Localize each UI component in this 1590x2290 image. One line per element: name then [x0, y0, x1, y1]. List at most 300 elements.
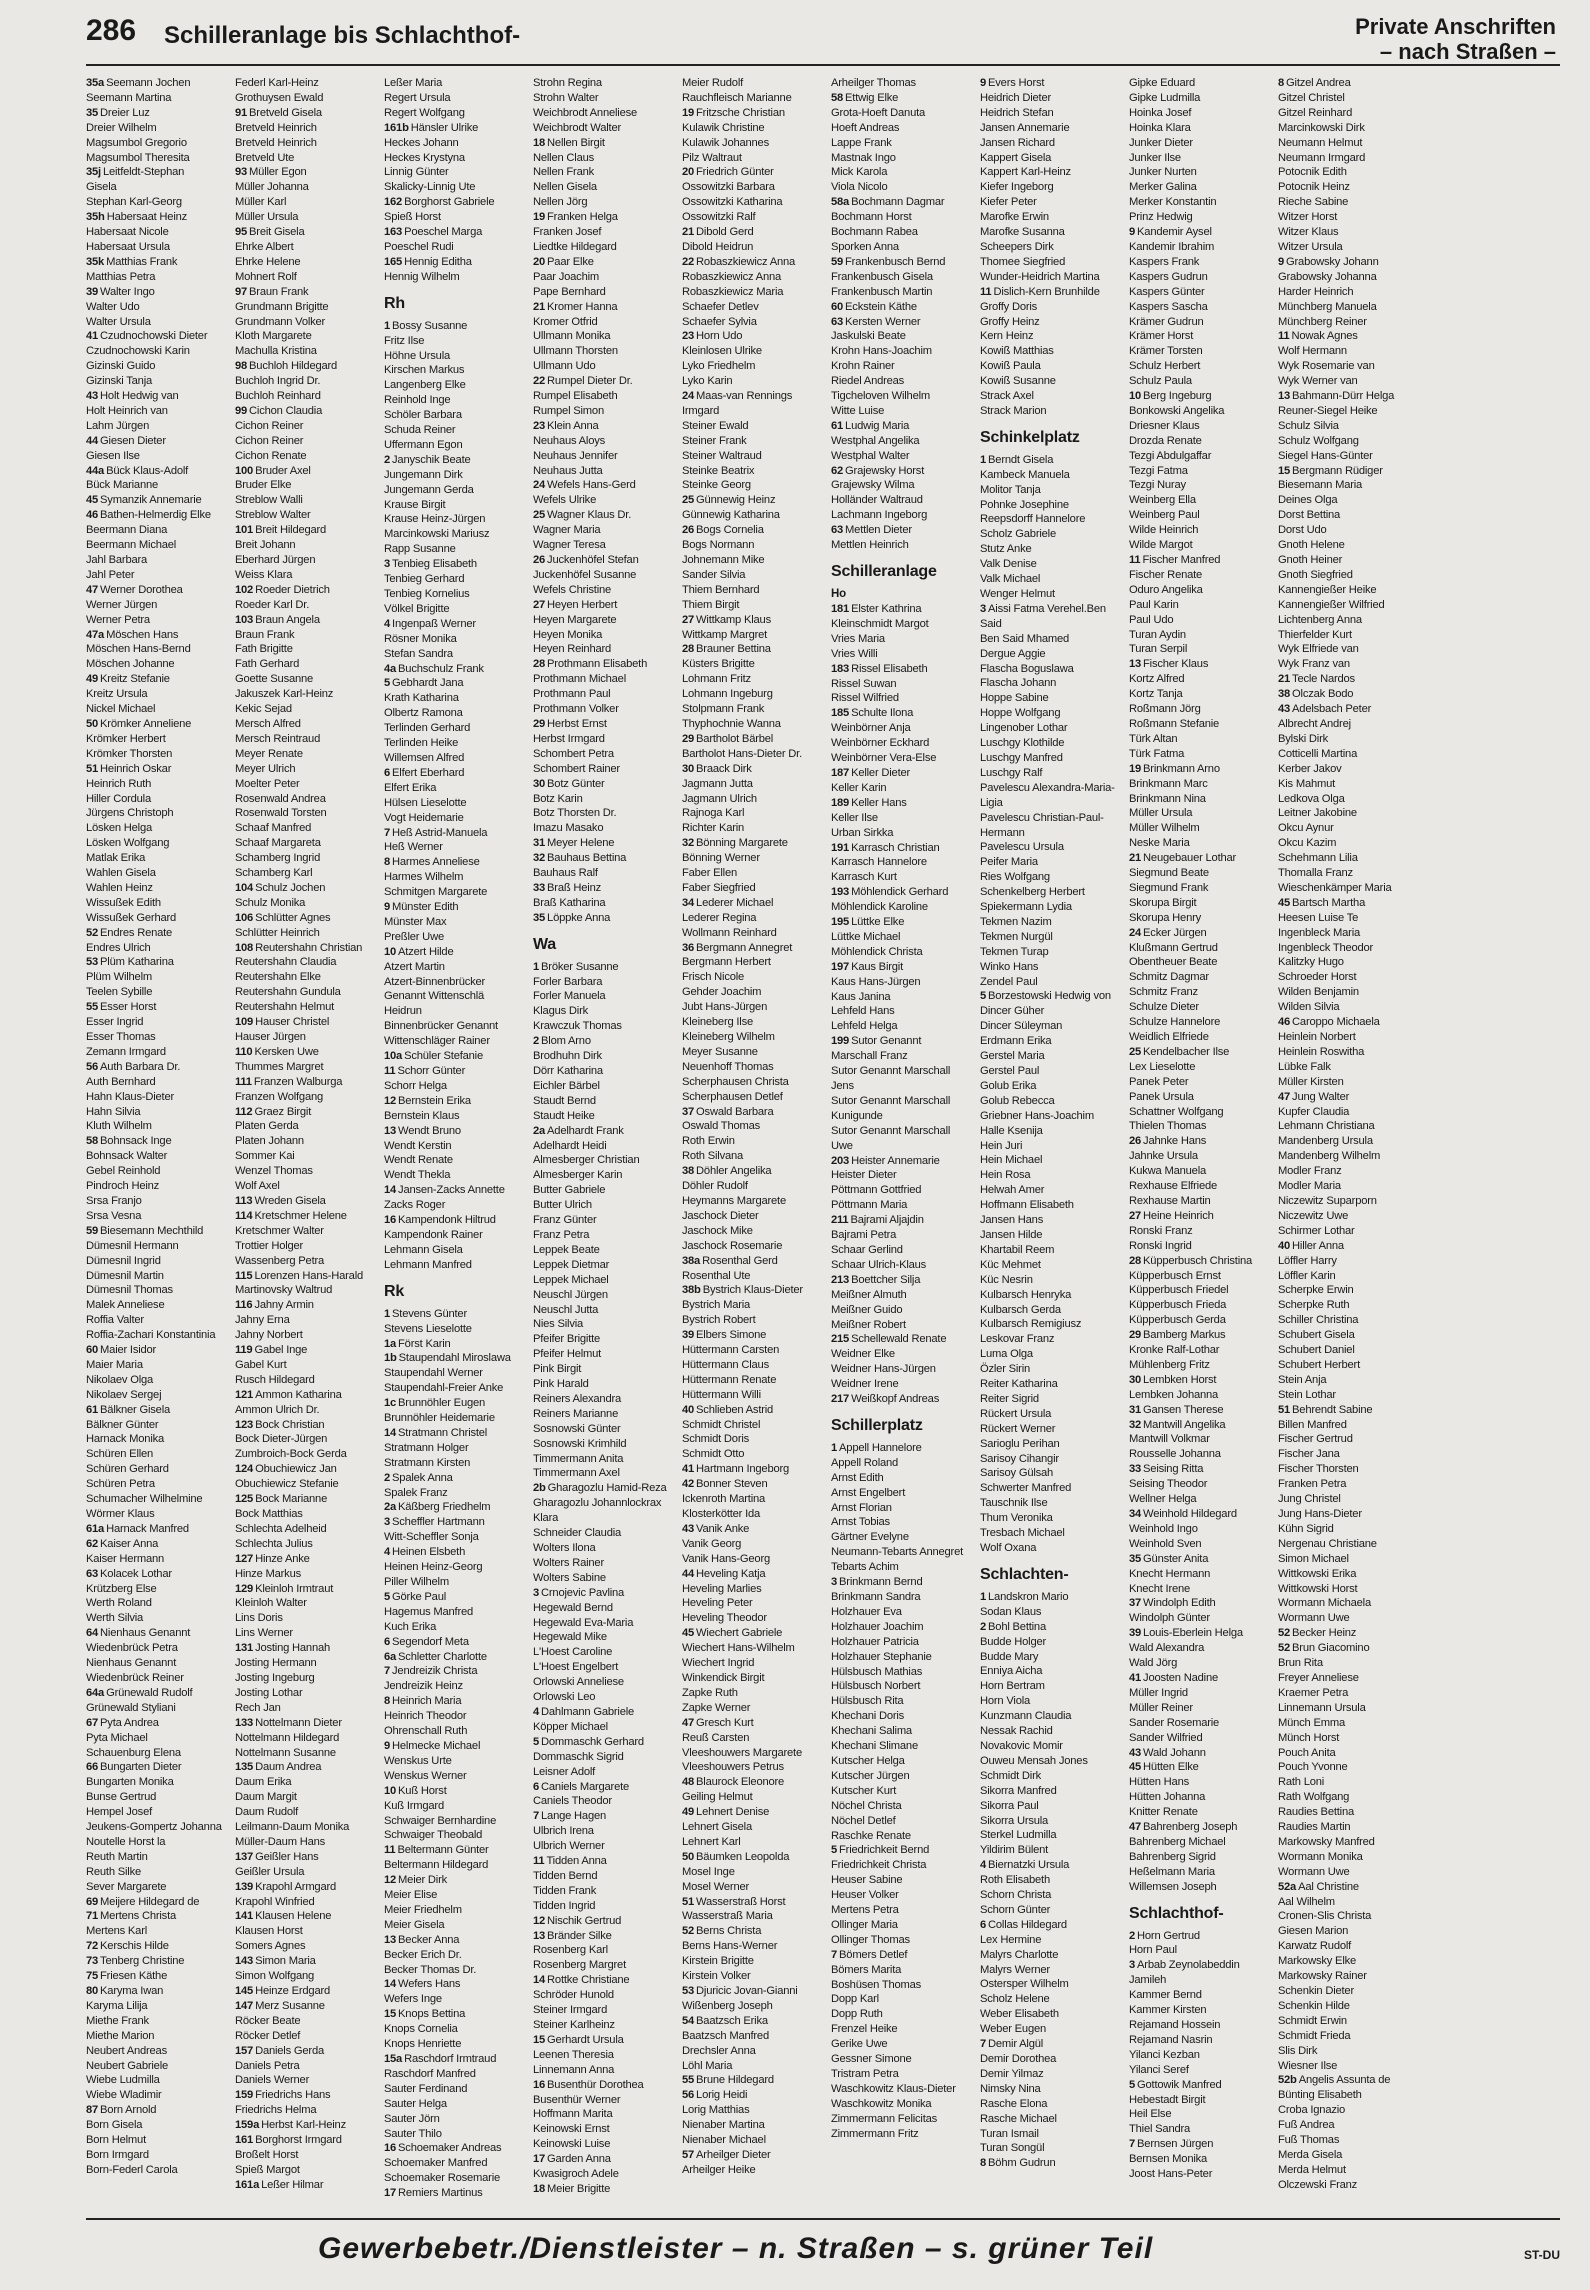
directory-entry: [533, 836, 678, 851]
resident-name: Kutscher Helga: [831, 1754, 905, 1767]
resident-name: Jamileh: [1129, 1974, 1167, 1987]
resident-name: Gessner Simone: [831, 2053, 912, 2066]
directory-entry: [980, 1541, 1125, 1556]
resident-name: Kretschmer Walter: [235, 1224, 324, 1237]
resident-name: Hoffmann Marita: [533, 2108, 613, 2121]
directory-entry: [533, 1884, 678, 1899]
directory-entry: [682, 1671, 827, 1686]
resident-name: Enniya Aicha: [980, 1665, 1043, 1678]
directory-entry: [235, 777, 380, 792]
directory-entry: [384, 691, 529, 706]
resident-name: Rexhause Martin: [1129, 1194, 1211, 1207]
directory-entry: [682, 1909, 827, 1924]
resident-name: Witzer Horst: [1278, 211, 1338, 224]
resident-name: Wenskus Werner: [384, 1769, 467, 1782]
resident-name: Prothmann Elisabeth: [547, 658, 648, 671]
directory-entry: [384, 1873, 529, 1888]
resident-name: Machulla Kristina: [235, 345, 317, 358]
directory-entry: [1278, 1090, 1423, 1105]
directory-entry: [384, 2067, 529, 2082]
resident-name: Borghorst Gabriele: [404, 196, 495, 209]
directory-entry: [384, 1784, 529, 1799]
directory-entry: [1278, 1224, 1423, 1239]
resident-name: Stratmann Holger: [384, 1441, 469, 1454]
directory-entry: [86, 2073, 231, 2088]
house-number: 5: [533, 1735, 540, 1748]
directory-entry: [86, 836, 231, 851]
house-number: 64a: [86, 1686, 105, 1699]
directory-entry: [1278, 836, 1423, 851]
house-number: 23: [533, 419, 546, 432]
resident-name: Neuhaus Jutta: [533, 464, 603, 477]
resident-name: Bochmann Horst: [831, 211, 912, 224]
resident-name: Dopp Karl: [831, 1993, 879, 2006]
house-number: 11: [1129, 554, 1141, 566]
directory-entry: [1278, 1075, 1423, 1090]
resident-name: Rosenwald Andrea: [235, 792, 326, 805]
resident-name: Geißler Hans: [255, 1850, 319, 1863]
directory-entry: [682, 1105, 827, 1120]
house-number: 18: [533, 136, 546, 149]
house-number: 45: [682, 1627, 695, 1640]
resident-name: Franken Josef: [533, 226, 602, 239]
directory-entry: [831, 602, 976, 617]
resident-name: Wasserstraß Maria: [682, 1910, 773, 1923]
house-number: 52: [1278, 1642, 1291, 1655]
directory-entry: [682, 121, 827, 136]
resident-name: Meyer Renate: [235, 747, 303, 760]
resident-name: Molitor Tanja: [980, 483, 1041, 496]
directory-entry: [533, 2182, 678, 2197]
directory-entry: [384, 180, 529, 195]
directory-entry: [1129, 657, 1274, 672]
resident-name: Keinowski Ernst: [533, 2123, 610, 2136]
directory-entry: [1129, 165, 1274, 180]
house-number: 3: [384, 1516, 391, 1529]
house-number: 52a: [1278, 1880, 1297, 1893]
directory-entry: [235, 1045, 380, 1060]
resident-name: Krause Heinz-Jürgen: [384, 513, 486, 526]
directory-entry: [384, 1575, 529, 1590]
house-number: 24: [1129, 926, 1142, 939]
directory-entry: [1278, 1805, 1423, 1820]
directory-entry: [1129, 1149, 1274, 1164]
resident-name: Bochmann Dagmar: [851, 196, 945, 209]
resident-name: Kronke Ralf-Lothar: [1129, 1344, 1220, 1357]
resident-name: Krohn Hans-Joachim: [831, 345, 932, 358]
house-number: 127: [235, 1552, 254, 1565]
resident-name: Frisch Nicole: [682, 971, 745, 984]
directory-entry: [235, 1716, 380, 1731]
directory-entry: [1278, 240, 1423, 255]
resident-name: Tidden Frank: [533, 1884, 597, 1897]
resident-name: Schuda Reiner: [384, 424, 456, 437]
resident-name: Brunnöhler Heidemarie: [384, 1412, 495, 1425]
directory-entry: [980, 468, 1125, 483]
resident-name: Müller Kirsten: [1278, 1075, 1344, 1088]
directory-entry: [980, 1317, 1125, 1332]
resident-name: Leitner Jakobine: [1278, 807, 1357, 820]
directory-entry: [1278, 1254, 1423, 1269]
house-number: 14: [384, 1426, 397, 1439]
directory-entry: [86, 1552, 231, 1567]
directory-entry: [1278, 2103, 1423, 2118]
directory-entry: [86, 1119, 231, 1134]
directory-entry: [533, 1332, 678, 1347]
directory-entry: [980, 1094, 1125, 1109]
directory-entry: [384, 1963, 529, 1978]
directory-entry: [235, 1924, 380, 1939]
directory-entry: [235, 1686, 380, 1701]
directory-entry: [980, 285, 1125, 300]
directory-entry: [384, 930, 529, 945]
directory-entry: [86, 1328, 231, 1343]
directory-entry: [384, 1724, 529, 1739]
resident-name: Sosnowski Krimhild: [533, 1437, 627, 1450]
directory-entry: [533, 106, 678, 121]
directory-entry: [1278, 598, 1423, 613]
resident-name: Halle Ksenija: [980, 1124, 1043, 1137]
resident-name: Trottier Holger: [235, 1239, 304, 1252]
resident-name: Roßmann Stefanie: [1129, 717, 1220, 730]
resident-name: Zimmermann Felicitas: [831, 2112, 938, 2125]
directory-entry: [384, 826, 529, 841]
directory-entry: [831, 721, 976, 736]
directory-entry: [86, 1209, 231, 1224]
resident-name: Reutershahn Gundula: [235, 986, 341, 999]
directory-entry: [980, 751, 1125, 766]
directory-column: [1129, 76, 1274, 2214]
resident-name: Schubert Gisela: [1278, 1329, 1355, 1342]
resident-name: Kleineberg Ilse: [682, 1016, 754, 1029]
directory-entry: [682, 493, 827, 508]
directory-entry: [533, 195, 678, 210]
directory-entry: [831, 1605, 976, 1620]
directory-entry: [1129, 449, 1274, 464]
directory-entry: [682, 419, 827, 434]
directory-entry: [533, 598, 678, 613]
directory-entry: [533, 642, 678, 657]
directory-entry: [1129, 911, 1274, 926]
house-number: 10a: [384, 1050, 403, 1063]
resident-name: Becker Erich Dr.: [384, 1948, 462, 1961]
directory-entry: [682, 1328, 827, 1343]
directory-entry: [1129, 1929, 1274, 1944]
directory-entry: [86, 732, 231, 747]
directory-entry: [384, 1034, 529, 1049]
resident-name: Zendel Paul: [980, 975, 1038, 988]
resident-name: Schmitz Franz: [1129, 986, 1198, 999]
directory-entry: [682, 1090, 827, 1105]
resident-name: Braß Heinz: [547, 881, 602, 894]
resident-name: Fischer Renate: [1129, 568, 1203, 581]
directory-entry: [533, 1854, 678, 1869]
resident-name: Hüttermann Carsten: [682, 1344, 780, 1357]
directory-entry: [384, 587, 529, 602]
directory-entry: [682, 2059, 827, 2074]
directory-entry: [1129, 1462, 1274, 1477]
house-number: 97: [235, 285, 248, 298]
street-heading: Schlachthof-: [1129, 1904, 1224, 1922]
resident-name: Schaar Gerlind: [831, 1243, 903, 1256]
directory-entry: [86, 1701, 231, 1716]
resident-name: Harnack Monika: [86, 1433, 165, 1446]
resident-name: Wunder-Heidrich Martina: [980, 270, 1100, 283]
directory-entry: [682, 717, 827, 732]
resident-name: Croba Ignazio: [1278, 2104, 1346, 2117]
resident-name: Kandemir Aysel: [1137, 226, 1212, 239]
resident-name: Lederer Regina: [682, 911, 757, 924]
resident-name: Geiling Helmut: [682, 1791, 753, 1804]
resident-name: Fischer Thorsten: [1278, 1463, 1359, 1476]
resident-name: Kolacek Lothar: [100, 1567, 172, 1580]
resident-name: Müller Johanna: [235, 181, 309, 194]
directory-entry: [1129, 926, 1274, 941]
house-number: 161b: [384, 121, 409, 134]
resident-name: Raschdorf Manfred: [384, 2067, 476, 2080]
resident-name: Pavelescu Christian-Paul-: [980, 811, 1104, 824]
resident-name: Heister Annemarie: [851, 1154, 940, 1167]
house-number: 141: [235, 1910, 254, 1923]
directory-entry: [1278, 1209, 1423, 1224]
directory-entry: [86, 1313, 231, 1328]
directory-entry: [831, 2037, 976, 2052]
resident-name: Wyk Elfriede van: [1278, 643, 1359, 656]
resident-name: Hülsen Lieselotte: [384, 796, 467, 809]
directory-entry: [384, 1426, 529, 1441]
directory-entry: [86, 389, 231, 404]
resident-name: Bartsch Martha: [1292, 896, 1366, 909]
directory-entry: [86, 2029, 231, 2044]
resident-name: Krämer Gudrun: [1129, 315, 1204, 328]
directory-entry: [980, 1843, 1125, 1858]
directory-entry: [235, 389, 380, 404]
resident-name: Brunnöhler Eugen: [398, 1397, 486, 1410]
resident-name: Brun Rita: [1278, 1657, 1323, 1670]
directory-entry: [235, 210, 380, 225]
directory-entry: [980, 2127, 1125, 2142]
resident-name: Rexhause Elfriede: [1129, 1180, 1218, 1193]
resident-name: Heidrich Stefan: [980, 106, 1054, 119]
resident-name: Jansen-Zacks Annette: [398, 1184, 505, 1197]
directory-entry: [384, 572, 529, 587]
house-number: 47a: [86, 628, 105, 641]
directory-entry: [235, 404, 380, 419]
resident-name: Sauter Jörn: [384, 2112, 440, 2125]
resident-name: Özler Sirin: [980, 1363, 1031, 1376]
house-number: 43: [1278, 703, 1291, 716]
resident-name: Breit Gisela: [249, 226, 305, 239]
directory-entry: [235, 598, 380, 613]
directory-entry: [235, 1820, 380, 1835]
directory-entry: [980, 1198, 1125, 1213]
resident-name: Regert Wolfgang: [384, 106, 465, 119]
resident-name: Broßelt Horst: [235, 2148, 299, 2161]
house-number: 21: [533, 300, 546, 313]
directory-entry: [1278, 523, 1423, 538]
directory-entry: [86, 866, 231, 881]
directory-entry: [682, 449, 827, 464]
resident-name: Bungarten Monika: [86, 1776, 174, 1789]
directory-entry: [682, 1820, 827, 1835]
directory-entry: [1129, 1224, 1274, 1239]
directory-entry: [831, 464, 976, 479]
resident-name: Gitzel Andrea: [1286, 77, 1351, 89]
directory-entry: [384, 1530, 529, 1545]
directory-entry: [533, 1839, 678, 1854]
resident-name: Heß Werner: [384, 841, 443, 854]
resident-name: Panek Peter: [1129, 1075, 1189, 1088]
resident-name: Schmidt Otto: [682, 1448, 745, 1461]
resident-name: Ettwig Elke: [845, 91, 899, 104]
directory-entry: [86, 1626, 231, 1641]
resident-name: Zumbroich-Bock Gerda: [235, 1448, 347, 1461]
resident-name: Staupendahl-Freier Anke: [384, 1382, 504, 1395]
directory-entry: [533, 1869, 678, 1884]
resident-name: Rosenwald Torsten: [235, 807, 327, 820]
resident-name: Oswald Thomas: [682, 1120, 761, 1133]
directory-entry: [533, 2063, 678, 2078]
directory-entry: [86, 538, 231, 553]
directory-entry: [533, 1362, 678, 1377]
resident-name: Fuß Thomas: [1278, 2134, 1340, 2147]
resident-name: Freyer Anneliese: [1278, 1671, 1359, 1684]
street-heading: Wa: [533, 935, 557, 953]
directory-entry: [533, 1571, 678, 1586]
resident-name: Tekmen Nazim: [980, 915, 1052, 928]
resident-name: Zapke Ruth: [682, 1686, 738, 1699]
directory-entry: [1129, 762, 1274, 777]
resident-name: Herbst Karl-Heinz: [261, 2119, 346, 2132]
house-number: 56: [86, 1060, 99, 1073]
resident-name: Pindroch Heinz: [86, 1180, 160, 1193]
resident-name: Meyer Susanne: [682, 1045, 758, 1058]
directory-entry: [384, 706, 529, 721]
resident-name: Potocnik Edith: [1278, 166, 1347, 179]
directory-entry: [682, 1716, 827, 1731]
resident-name: Jahnke Hans: [1143, 1135, 1207, 1148]
resident-name: Schüler Stefanie: [404, 1050, 483, 1063]
directory-entry: [533, 1809, 678, 1824]
resident-name: Adelsbach Peter: [1292, 703, 1372, 716]
directory-entry: [235, 1641, 380, 1656]
resident-name: Schlechta Adelheid: [235, 1522, 327, 1535]
resident-name: Hinze Anke: [255, 1552, 310, 1565]
directory-entry: [1278, 225, 1423, 240]
directory-entry: [235, 1269, 380, 1284]
directory-entry: [235, 2029, 380, 2044]
resident-name: Niczewitz Uwe: [1278, 1209, 1349, 1222]
directory-entry: [682, 911, 827, 926]
resident-name: Gharagozlu Johannlockrax: [533, 1497, 662, 1510]
directory-entry: [831, 165, 976, 180]
directory-entry: [384, 1635, 529, 1650]
directory-entry: [682, 180, 827, 195]
directory-entry: [384, 945, 529, 960]
resident-name: Fischer Jana: [1278, 1448, 1340, 1461]
resident-name: Hiller Cordula: [86, 792, 151, 805]
resident-name: Juckenhöfel Susanne: [533, 568, 637, 581]
resident-name: Okcu Aynur: [1278, 822, 1334, 835]
resident-name: Merda Helmut: [1278, 2163, 1346, 2176]
resident-name: Lorig Heidi: [696, 2089, 748, 2102]
house-number: 109: [235, 1016, 254, 1029]
directory-entry: [86, 1403, 231, 1418]
directory-entry: [86, 1850, 231, 1865]
directory-entry: [1129, 1179, 1274, 1194]
resident-name: Josting Hermann: [235, 1657, 317, 1670]
directory-entry: [235, 2163, 380, 2178]
resident-name: Zapke Werner: [682, 1701, 751, 1714]
resident-name: Bajrami Aljajdin: [850, 1214, 924, 1227]
directory-entry: [980, 2112, 1125, 2127]
house-number: 63: [831, 524, 844, 537]
resident-name: Hein Rosa: [980, 1169, 1031, 1182]
directory-entry: [86, 1775, 231, 1790]
directory-entry: [980, 1799, 1125, 1814]
directory-entry: [831, 344, 976, 359]
directory-entry: [384, 76, 529, 91]
directory-entry: [980, 1769, 1125, 1784]
directory-entry: [384, 1079, 529, 1094]
directory-entry: [1278, 374, 1423, 389]
directory-entry: [980, 647, 1125, 662]
resident-name: Pape Bernhard: [533, 285, 606, 298]
resident-name: Lex Hermine: [980, 1933, 1042, 1946]
resident-name: Herbst Ernst: [547, 717, 607, 730]
house-number: 13: [1129, 658, 1142, 671]
resident-name: Mertens Petra: [831, 1904, 899, 1917]
house-number: 16: [533, 2078, 546, 2091]
directory-entry: [384, 2082, 529, 2097]
directory-entry: [86, 300, 231, 315]
resident-name: Hauser Christel: [255, 1016, 330, 1029]
directory-entry: [1129, 1000, 1274, 1015]
directory-entry: [384, 1124, 529, 1139]
directory-entry: [682, 2118, 827, 2133]
resident-name: Kendelbacher Ilse: [1143, 1045, 1230, 1058]
directory-entry: [831, 1590, 976, 1605]
house-number: 9: [384, 1739, 391, 1752]
directory-entry: [1278, 1432, 1423, 1447]
house-number: 38: [682, 1165, 695, 1178]
resident-name: Ingenbleck Theodor: [1278, 941, 1374, 954]
resident-name: Martinovsky Waltrud: [235, 1284, 333, 1297]
resident-name: Leßer Hilmar: [261, 2178, 324, 2191]
directory-entry: [1278, 1343, 1423, 1358]
directory-entry: [235, 374, 380, 389]
house-number: 35: [86, 106, 99, 119]
directory-entry: [831, 781, 976, 796]
house-number: 45: [86, 494, 99, 507]
resident-name: Werner Jürgen: [86, 598, 158, 611]
resident-name: Ollinger Maria: [831, 1918, 898, 1931]
directory-entry: [831, 930, 976, 945]
resident-name: Weinberg Ella: [1129, 494, 1196, 507]
resident-name: Kulawik Christine: [682, 121, 765, 134]
resident-name: Weinhold Hildegard: [1143, 1508, 1237, 1520]
directory-entry: [86, 2014, 231, 2029]
directory-entry: [682, 1462, 827, 1477]
resident-name: Skorupa Birgit: [1129, 896, 1197, 909]
directory-entry: [682, 1969, 827, 1984]
resident-name: Weinberg Paul: [1129, 509, 1200, 522]
house-number: 45: [1278, 896, 1291, 909]
directory-entry: [235, 1537, 380, 1552]
house-number: 49: [682, 1806, 695, 1819]
resident-name: Thummes Margret: [235, 1060, 324, 1073]
directory-entry: [1129, 2078, 1274, 2093]
